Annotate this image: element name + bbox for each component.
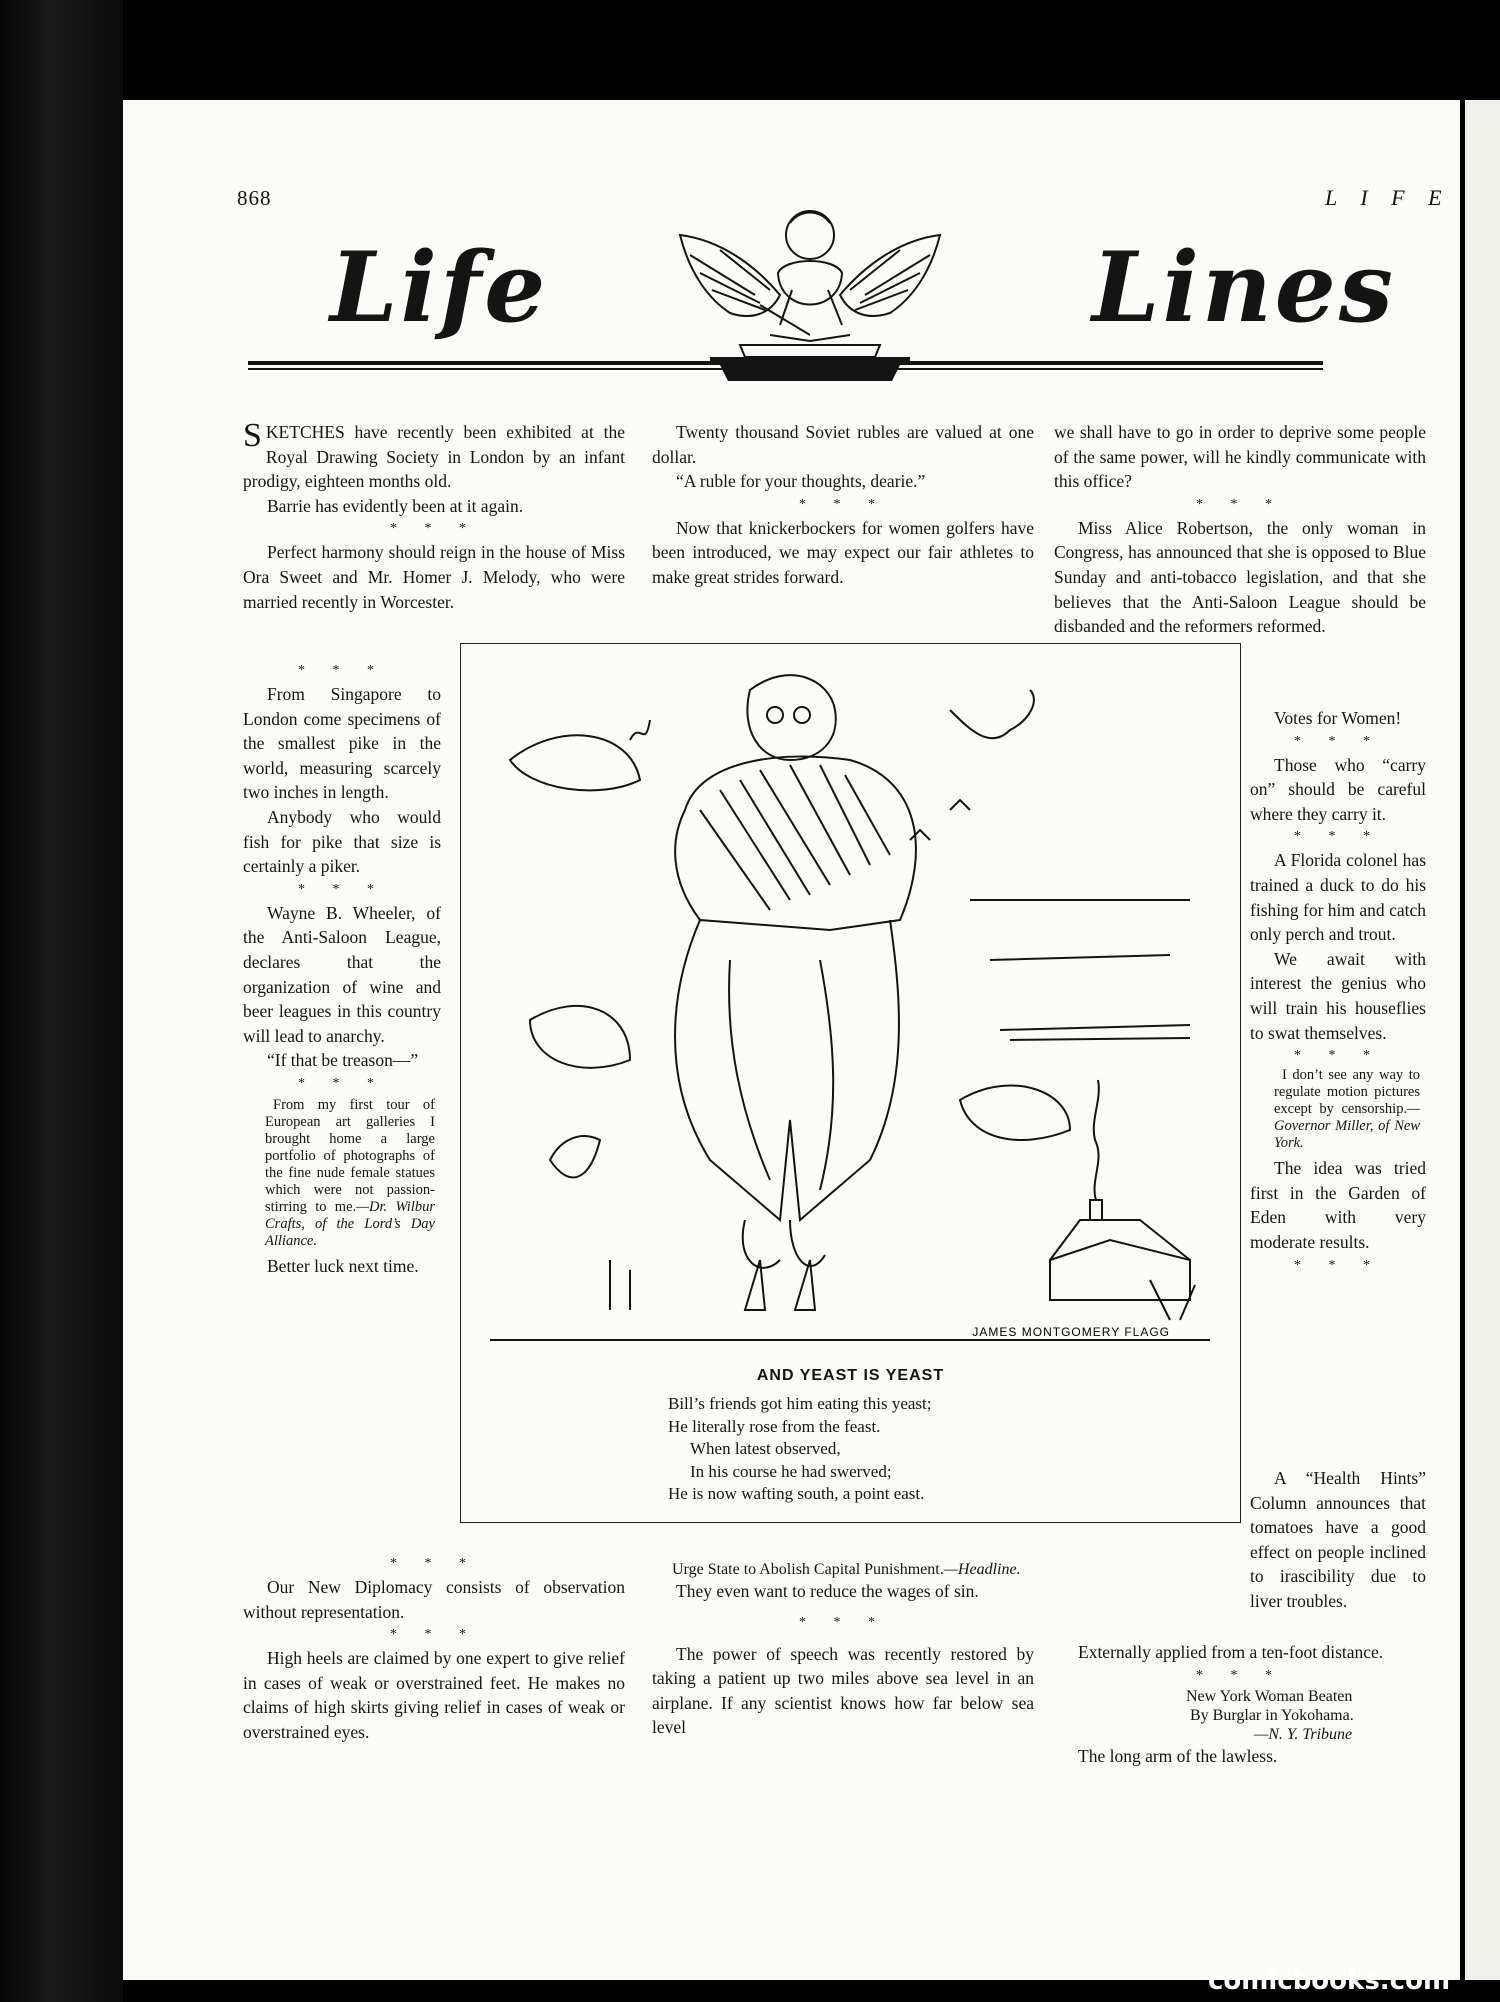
verse-line: He literally rose from the feast. (668, 1416, 881, 1436)
next-page-edge (1465, 100, 1500, 1980)
article-paragraph: Votes for Women! (1274, 708, 1402, 728)
masthead-right-word: Lines (1092, 231, 1396, 344)
cartoon-verse (668, 1393, 931, 1506)
site-watermark: comicbooks.com (1208, 1966, 1451, 1996)
column-3-narrow (1250, 706, 1426, 1277)
article-paragraph: Miss Alice Robertson, the only woman in Congress, has announced that she is opposed to Blue Sunday and anti-tobacco legislation, and that she believes that the Anti-Saloon League should be disbanded and the reformers reformed. (1054, 517, 1426, 637)
article-paragraph: We await with interest the genius who will train his houseflies to swat themselves. (1250, 948, 1426, 1043)
heading-rule-thin (248, 368, 1323, 370)
article-paragraph: SKETCHES have recently been exhibited at the Royal Drawing Society in London by an infant prodigy, eighteen months old. (243, 417, 625, 492)
separator: * * * (799, 1614, 887, 1630)
separator: * * * (390, 521, 478, 537)
separator: * * * (1196, 1667, 1284, 1683)
cherub-emblem (660, 195, 960, 385)
article-paragraph: The idea was tried first in the Garden of Eden with very moderate results. (1250, 1158, 1426, 1252)
article-paragraph: A “Health Hints” Column announces that tomatoes have a good effect on people inclined to irascibility due to liver troubles. (1250, 1468, 1426, 1611)
cartoon-caption-title: AND YEAST IS YEAST (756, 1367, 945, 1384)
running-head: L I F E (1325, 185, 1451, 210)
column-1-top (243, 417, 625, 614)
separator: * * * (390, 1627, 478, 1643)
verse-line: When latest observed, (690, 1439, 841, 1458)
separator: * * * (799, 496, 887, 512)
separator: * * * (1294, 1257, 1382, 1273)
article-paragraph: High heels are claimed by one expert to give relief in cases of weak or overstrained feet. He makes no claims of high skirts giving relief in cases of weak or overstrained eyes. (243, 1648, 625, 1742)
article-paragraph: “A ruble for your thoughts, dearie.” (676, 471, 926, 492)
article-paragraph: Anybody who would fish for pike that size is certainly a piker. (243, 806, 441, 877)
separator: * * * (1294, 1048, 1382, 1064)
drop-cap: S (243, 417, 262, 454)
verse-line: He is now wafting south, a point east. (668, 1484, 925, 1503)
column-2-bottom (652, 1560, 1034, 1740)
separator: * * * (1294, 829, 1382, 845)
quoted-item: I don’t see any way to regulate motion pictures except by censorship.— Governor Miller, of New York. (1274, 1067, 1420, 1152)
article-paragraph: “If that be treason—” (267, 1050, 419, 1071)
news-source: —N. Y. Tribune (1254, 1725, 1353, 1743)
artist-signature: JAMES MONTGOMERY FLAGG (972, 1325, 1170, 1339)
scan-border-left (0, 0, 123, 2002)
separator: * * * (1294, 733, 1382, 749)
separator: * * * (298, 663, 386, 678)
quoted-item: From my first tour of European art galleries I brought home a large portfolio of photographs of the fine nude female statues which were not passion-stirring to me.—Dr. Wilbur Crafts, of the Lord’s Day Alliance. (265, 1096, 435, 1249)
news-headline-line: New York Woman Beaten (1186, 1687, 1353, 1705)
cartoon-illustration (490, 660, 1210, 1350)
column-3-top (1054, 420, 1426, 639)
column-2-top (652, 420, 1034, 590)
article-paragraph: Twenty thousand Soviet rubles are valued at one dollar. (652, 422, 1034, 467)
column-1-narrow (243, 660, 441, 1279)
quoted-headline: Urge State to Abolish Capital Punishment.—Headline. (672, 1561, 1021, 1578)
page-number: 868 (237, 186, 272, 210)
masthead-left-word: Life (330, 231, 549, 344)
separator: * * * (1196, 496, 1284, 512)
article-paragraph: Externally applied from a ten-foot distance. (1078, 1642, 1384, 1662)
column-1-bottom (243, 1553, 625, 1745)
news-headline-line: By Burglar in Yokohama. (1190, 1706, 1354, 1724)
separator: * * * (298, 881, 386, 897)
verse-line: In his course he had swerved; (690, 1461, 892, 1481)
article-paragraph: Barrie has evidently been at it again. (267, 495, 524, 516)
article-paragraph: Those who “carry on” should be careful where they carry it. (1250, 754, 1426, 824)
article-paragraph: Now that knickerbockers for women golfers have been introduced, we may expect our fair athletes to make great strides forward. (652, 517, 1034, 587)
separator: * * * (298, 1075, 386, 1091)
article-paragraph: we shall have to go in order to deprive some people of the same power, will he kindly communicate with this office? (1054, 422, 1426, 492)
article-paragraph: Perfect harmony should reign in the house of Miss Ora Sweet and Mr. Homer J. Melody, who were married recently in Worcester. (243, 542, 625, 612)
separator: * * * (390, 1556, 478, 1571)
article-paragraph: Our New Diplomacy consists of observation without representation. (243, 1577, 625, 1622)
article-paragraph: A Florida colonel has trained a duck to do his fishing for him and catch only perch and trout. (1250, 850, 1426, 945)
article-paragraph: The long arm of the lawless. (1078, 1745, 1278, 1766)
verse-line: Bill’s friends got him eating this yeast; (668, 1394, 932, 1413)
article-paragraph: Wayne B. Wheeler, of the Anti-Saloon League, declares that the organization of wine and beer leagues in this country will lead to anarchy. (243, 902, 441, 1046)
article-paragraph: Better luck next time. (267, 1255, 419, 1276)
column-3-tail (1054, 1640, 1426, 1768)
article-paragraph: From Singapore to London come specimens of the smallest pike in the world, measuring scarcely two inches in length. (243, 684, 441, 803)
heading-rule (248, 361, 1323, 365)
article-paragraph: The power of speech was recently restored by taking a patient up two miles above sea level in an airplane. If any scientist knows how far below sea level (652, 1643, 1034, 1738)
article-paragraph: They even want to reduce the wages of sin. (676, 1581, 979, 1601)
